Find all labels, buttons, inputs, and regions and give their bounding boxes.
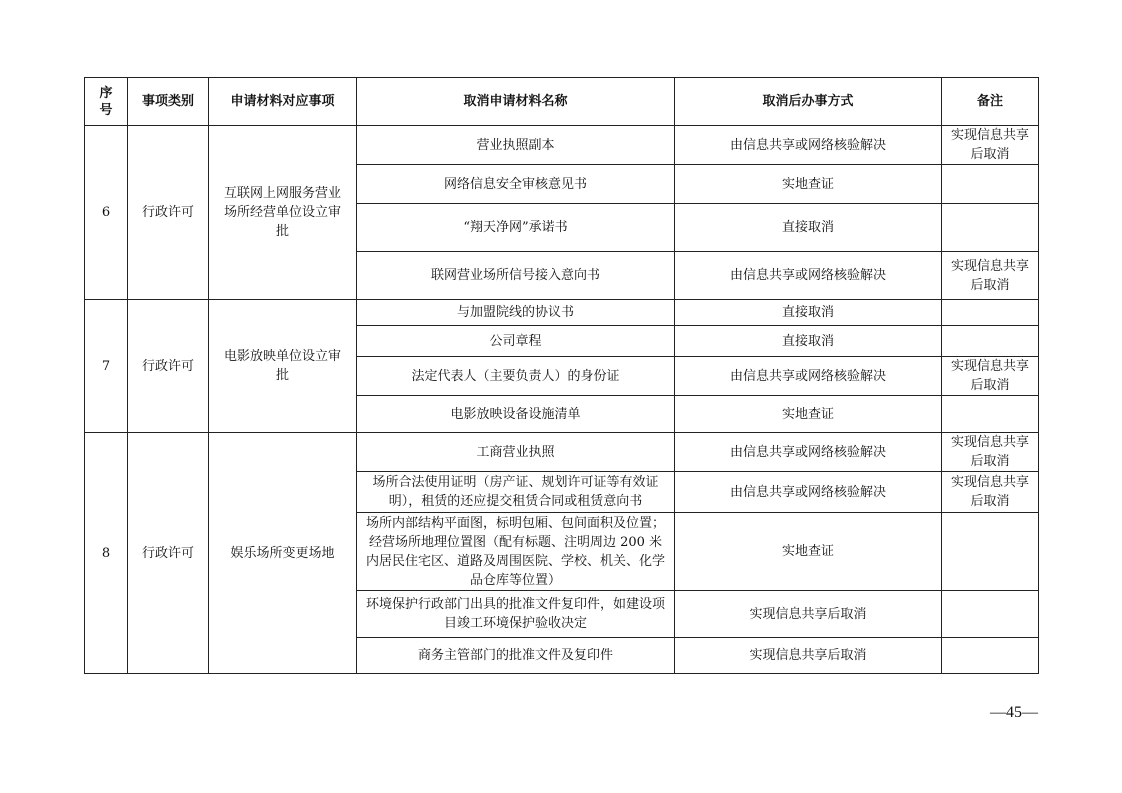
remark-cell: 实现信息共享后取消 — [942, 357, 1039, 396]
material-cell: 联网营业场所信号接入意向书 — [357, 252, 675, 300]
method-cell: 由信息共享或网络核验解决 — [675, 433, 942, 472]
header-method: 取消后办事方式 — [675, 78, 942, 126]
seq-cell: 6 — [85, 126, 128, 300]
remark-cell — [942, 204, 1039, 252]
table-row — [85, 300, 1039, 326]
remark-cell — [942, 396, 1039, 433]
remark-cell: 实现信息共享后取消 — [942, 472, 1039, 513]
remark-cell — [942, 300, 1039, 326]
material-cell: 场所合法使用证明（房产证、规划许可证等有效证明），租赁的还应提交租赁合同或租赁意向书 — [357, 472, 675, 513]
method-cell: 由信息共享或网络核验解决 — [675, 126, 942, 165]
remark-cell — [942, 165, 1039, 204]
material-cell: 场所内部结构平面图，标明包厢、包间面积及位置；经营场所地理位置图（配有标题、注明周边 200 米内居民住宅区、道路及周围医院、学校、机关、化学品仓库等位置） — [357, 513, 675, 591]
remark-cell: 实现信息共享后取消 — [942, 126, 1039, 165]
remark-cell — [942, 591, 1039, 638]
header-item: 申请材料对应事项 — [209, 78, 357, 126]
seq-cell: 7 — [85, 300, 128, 433]
method-cell: 实现信息共享后取消 — [675, 591, 942, 638]
material-cell: “翔天净网”承诺书 — [357, 204, 675, 252]
category-cell: 行政许可 — [128, 126, 209, 300]
material-cell: 工商营业执照 — [357, 433, 675, 472]
material-cell: 与加盟院线的协议书 — [357, 300, 675, 326]
remark-cell — [942, 638, 1039, 674]
method-cell: 由信息共享或网络核验解决 — [675, 252, 942, 300]
material-cell: 网络信息安全审核意见书 — [357, 165, 675, 204]
method-cell: 实地查证 — [675, 396, 942, 433]
page-number: —45— — [990, 704, 1038, 721]
remark-cell — [942, 326, 1039, 357]
method-cell: 实地查证 — [675, 513, 942, 591]
method-cell: 由信息共享或网络核验解决 — [675, 357, 942, 396]
item-cell: 娱乐场所变更场地 — [209, 433, 357, 674]
material-cell: 商务主管部门的批准文件及复印件 — [357, 638, 675, 674]
table-row — [85, 433, 1039, 472]
materials-table — [84, 77, 1039, 674]
remark-cell: 实现信息共享后取消 — [942, 252, 1039, 300]
material-cell: 公司章程 — [357, 326, 675, 357]
table-row — [85, 126, 1039, 165]
method-cell: 实现信息共享后取消 — [675, 638, 942, 674]
seq-cell: 8 — [85, 433, 128, 674]
method-cell: 直接取消 — [675, 300, 942, 326]
material-cell: 电影放映设备设施清单 — [357, 396, 675, 433]
material-cell: 环境保护行政部门出具的批准文件复印件，如建设项目竣工环境保护验收决定 — [357, 591, 675, 638]
material-cell: 法定代表人（主要负责人）的身份证 — [357, 357, 675, 396]
method-cell: 由信息共享或网络核验解决 — [675, 472, 942, 513]
header-seq: 序号 — [85, 78, 128, 126]
header-material: 取消申请材料名称 — [357, 78, 675, 126]
method-cell: 直接取消 — [675, 204, 942, 252]
method-cell: 实地查证 — [675, 165, 942, 204]
header-remark: 备注 — [942, 78, 1039, 126]
category-cell: 行政许可 — [128, 433, 209, 674]
item-cell: 电影放映单位设立审批 — [209, 300, 357, 433]
remark-cell — [942, 513, 1039, 591]
header-category: 事项类别 — [128, 78, 209, 126]
item-cell: 互联网上网服务营业场所经营单位设立审批 — [209, 126, 357, 300]
remark-cell: 实现信息共享后取消 — [942, 433, 1039, 472]
material-cell: 营业执照副本 — [357, 126, 675, 165]
category-cell: 行政许可 — [128, 300, 209, 433]
method-cell: 直接取消 — [675, 326, 942, 357]
header-row — [85, 78, 1039, 126]
